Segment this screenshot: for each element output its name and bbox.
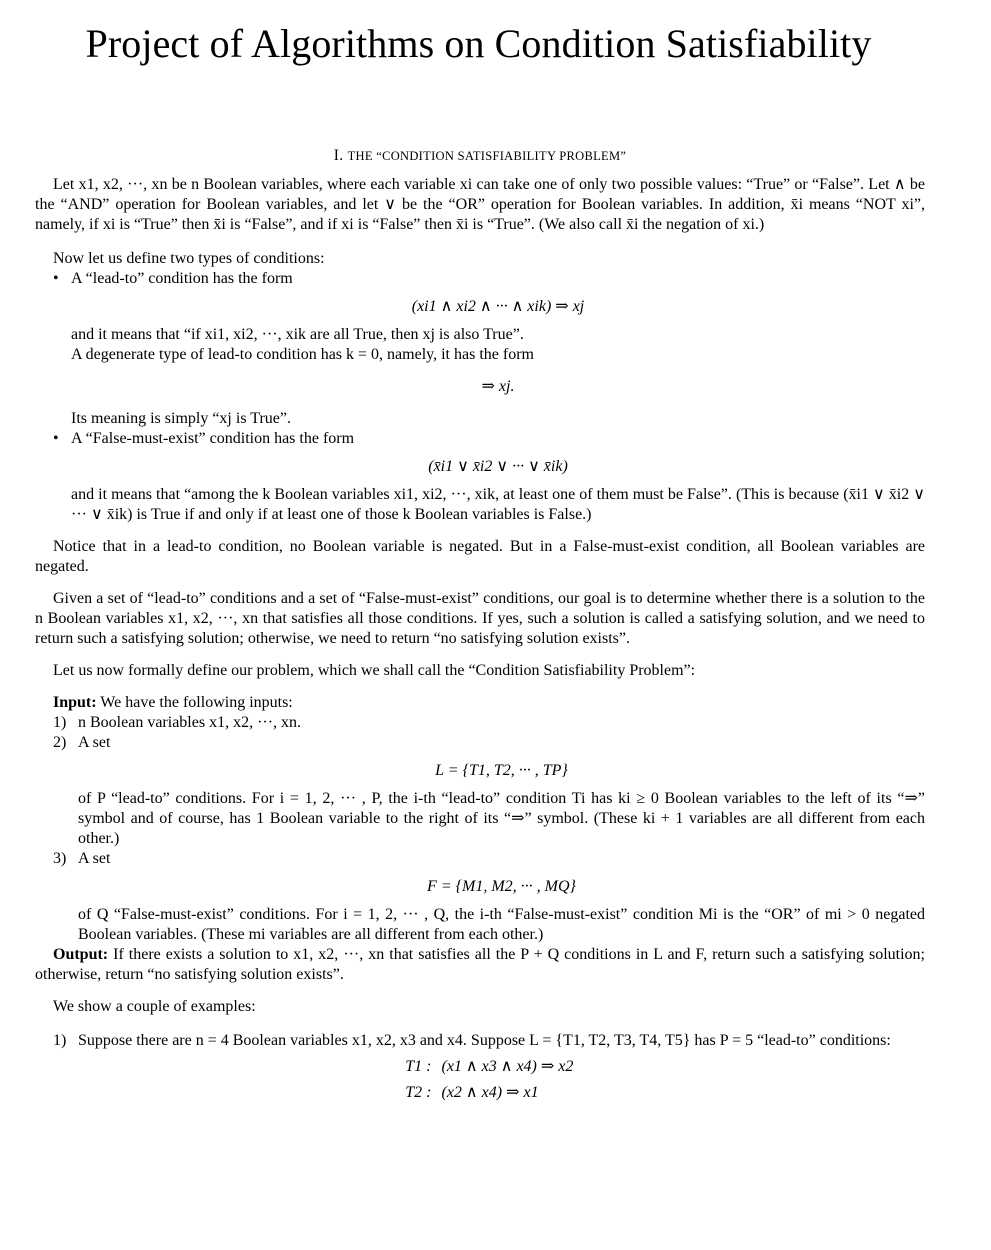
example-1: Suppose there are n = 4 Boolean variables x1, x2, x3 and x4. Suppose L = {T1, T2, T3, T4, T5} has P = 5 “lead-to” conditions: bbox=[78, 1032, 891, 1049]
fme-meaning: and it means that “among the k Boolean variables xi1, xi2, ···, xik, at least one of them must be False”. (This is because (x̄i1 ∨ x̄i2 ∨ ··· ∨ x̄ik) is True if and only if at least one of those k Boolean variables is False.) bbox=[71, 486, 925, 523]
item-number: 1) bbox=[53, 1032, 67, 1049]
input-item-3: A set bbox=[78, 850, 111, 867]
item-number: 3) bbox=[53, 850, 67, 867]
degenerate-meaning: Its meaning is simply “xj is True”. bbox=[71, 410, 291, 427]
examples-intro: We show a couple of examples: bbox=[53, 998, 256, 1015]
given-paragraph: Given a set of “lead-to” conditions and a set of “False-must-exist” conditions, our goal is to determine whether there is a solution to the n Boolean variables x1, x2, ···, xn that satisfies all those conditions. If yes, such a solution is called a satisfying solution, and we need to return such a satisfying solution; otherwise, we need to return “no satisfying solution exists”. bbox=[35, 590, 925, 647]
t2-row bbox=[78, 1083, 925, 1103]
intro-paragraph: Let x1, x2, ···, xn be n Boolean variables, where each variable xi can take one of only two possible values: “True” or “False”. Let ∧ be the “AND” operation for Boolean variables, and let ∨ be the “OR” operation for Boolean variables. In addition, x̄i means “NOT xi”, namely, if xi is “True” then x̄i is “False”, and if xi is “False” then x̄i is “True”. (We also call x̄i the negation of xi.) bbox=[35, 176, 925, 233]
leadto-formula: (xi1 ∧ xi2 ∧ ··· ∧ xik) ⇒ xj bbox=[411, 298, 585, 315]
input-item-2: A set bbox=[78, 734, 111, 751]
t1-row bbox=[78, 1057, 925, 1077]
paper-title: Project of Algorithms on Condition Satisfiability bbox=[85, 21, 872, 66]
degenerate-text: A degenerate type of lead-to condition has k = 0, namely, it has the form bbox=[71, 346, 534, 363]
list-item bbox=[35, 713, 925, 733]
bullet-icon: • bbox=[53, 270, 59, 287]
input-label: Input: bbox=[53, 694, 97, 711]
notice-paragraph: Notice that in a lead-to condition, no Boolean variable is negated. But in a False-must-exist condition, all Boolean variables are negated. bbox=[35, 538, 925, 575]
item-number: 2) bbox=[53, 734, 67, 751]
t2-formula: (x2 ∧ x4) ⇒ x1 bbox=[441, 1084, 539, 1101]
list-item bbox=[35, 429, 925, 449]
t1-label: T1 : bbox=[405, 1058, 432, 1075]
fme-formula: (x̄i1 ∨ x̄i2 ∨ ··· ∨ x̄ik) bbox=[428, 458, 568, 475]
bullet-icon: • bbox=[53, 430, 59, 447]
formal-definition: Let us now formally define our problem, which we shall call the “Condition Satisfiability Problem”: bbox=[53, 662, 696, 679]
input-text: We have the following inputs: bbox=[100, 694, 293, 711]
input-heading bbox=[35, 693, 925, 713]
input-item-3-desc: of Q “False-must-exist” conditions. For i = 1, 2, ··· , Q, the i-th “False-must-exist” condition Mi is the “OR” of mi > 0 negated Boolean variables. (These mi variables are all different from each other.) bbox=[78, 906, 925, 943]
conditions-intro: Now let us define two types of conditions: bbox=[53, 250, 325, 267]
list-item bbox=[35, 733, 925, 753]
input-item-2-desc: of P “lead-to” conditions. For i = 1, 2, ··· , P, the i-th “lead-to” condition Ti has ki ≥ 0 Boolean variables to the left of its “⇒” symbol and of course, has 1 Boolean variable to the right of its “⇒” symbol. (These ki + 1 variables are all different from each other.) bbox=[78, 790, 925, 847]
list-item bbox=[35, 849, 925, 869]
fme-intro: A “False-must-exist” condition has the form bbox=[71, 430, 355, 447]
section-number: I. bbox=[333, 147, 344, 164]
output-label: Output: bbox=[53, 946, 109, 963]
leadto-meaning: and it means that “if xi1, xi2, ···, xik are all True, then xj is also True”. bbox=[71, 326, 524, 343]
t2-label: T2 : bbox=[405, 1084, 432, 1101]
leadto-intro: A “lead-to” condition has the form bbox=[71, 270, 293, 287]
t1-formula: (x1 ∧ x3 ∧ x4) ⇒ x2 bbox=[441, 1058, 574, 1075]
output-paragraph bbox=[35, 945, 925, 985]
section-heading bbox=[35, 146, 925, 166]
set-f-formula: F = {M1, M2, ··· , MQ} bbox=[427, 878, 576, 895]
section-title: THE “CONDITION SATISFIABILITY PROBLEM” bbox=[347, 149, 627, 163]
degenerate-formula: ⇒ xj. bbox=[481, 378, 515, 395]
list-item bbox=[35, 1031, 925, 1051]
input-item-1: n Boolean variables x1, x2, ···, xn. bbox=[78, 714, 302, 731]
paper-body bbox=[35, 146, 925, 1109]
output-text: If there exists a solution to x1, x2, ···, xn that satisfies all the P + Q conditions in L and F, return such a satisfying solution; otherwise, return “no satisfying solution exists”. bbox=[35, 946, 926, 983]
item-number: 1) bbox=[53, 714, 67, 731]
list-item bbox=[35, 269, 925, 289]
set-l-formula: L = {T1, T2, ··· , TP} bbox=[435, 762, 568, 779]
